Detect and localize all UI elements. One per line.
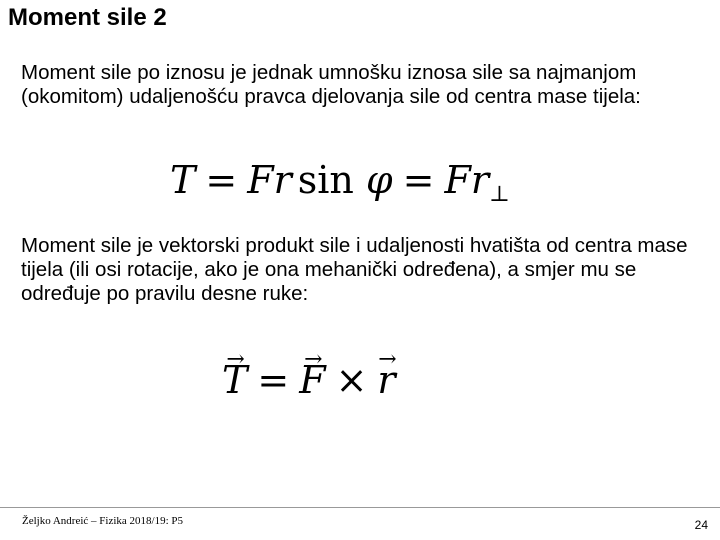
- paragraph-vector-moment: Moment sile je vektorski produkt sile i udaljenosti hvatišta od centra mase tijela (ili osi rotacije, ako je ona mehanički određena), a smjer mu se određuje po pravilu desne ruke:: [21, 234, 688, 305]
- symbol-torque: T: [170, 158, 196, 202]
- symbol-radius-perp: r: [470, 158, 489, 202]
- page-number: 24: [694, 518, 708, 532]
- vector-torque: → T: [222, 358, 247, 402]
- formula-scalar-moment: [170, 158, 510, 217]
- vector-radius: → r: [377, 358, 395, 402]
- formula-vector-moment: [222, 358, 396, 402]
- equals-sign-vector: =: [257, 358, 290, 402]
- vector-force: → F: [299, 358, 325, 402]
- symbol-force-2: F: [444, 158, 471, 202]
- symbol-phi: φ: [365, 158, 393, 202]
- symbol-force: F: [247, 158, 274, 202]
- footer-author: Željko Andreić – Fizika 2018/19: P5: [22, 515, 184, 527]
- symbol-radius: r: [273, 158, 292, 202]
- slide-title: Moment sile 2: [8, 4, 167, 31]
- cross-product-sign: ×: [335, 358, 368, 402]
- paragraph-scalar-moment: Moment sile po iznosu je jednak umnošku iznosa sile sa najmanjom (okomitom) udaljenošću pravca djelovanja sile od centra mase tijela:: [21, 61, 641, 108]
- equals-sign-2: =: [402, 158, 435, 202]
- footer-divider: [0, 507, 720, 508]
- sin-function: sin: [297, 158, 354, 202]
- equals-sign: =: [205, 158, 238, 202]
- perpendicular-subscript: ⊥: [488, 182, 510, 207]
